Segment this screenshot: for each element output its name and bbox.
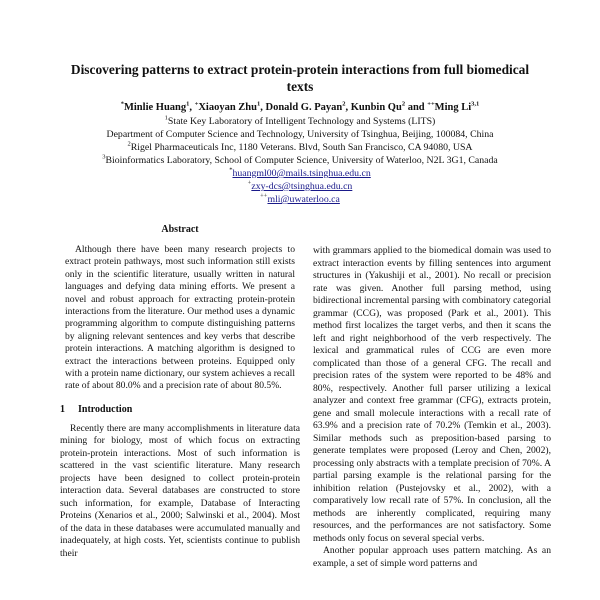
author: +Xiaoyan Zhu$^1$ (194, 100, 261, 113)
section-heading: 1 Introduction (60, 403, 133, 415)
paper-title: Discovering patterns to extract protein-protein interactions from full biomedical texts (70, 62, 530, 94)
left-column (60, 224, 300, 560)
body-paragraph: with grammars applied to the biomedical domain was used to extract interaction events by filling sentences into argument structures in (Yakushiji et al., 2001). No recall or precision rate was given. Another full parsing method, using bidirectional incremental parsing with combinatory categorial grammar (CCG), was proposed (Park et al., 2001). This method first localizes the target verbs, and then it scans the left and right neighborhood of the verb respectively. The lexical and grammatical rules of CCG are even more complicated than those of a general CFG. The recall and precision rates of the system were reported to be 48% and 80%, respectively. Another full parser utilizing a lexical analyzer and context free grammar (CFG), extracts protein, gene and small molecule interactions with a recall rate of 63.9% and a precision rate of 70.2% (Temkin et al., 2003). Similar methods such as preposition-based parsing to generate templates were proposed (Leroy and Chen, 2002), processing only abstracts with a template precision of 70%. A partial parsing example is the relational parsing for the inhibition relation (Pustejovsky et al., 2002), with a comparatively low recall rate of 57%. In conclusion, all the methods are inherently complicated, requiring many resources, and the performances are not satisfactory. Some methods only focus on several special verbs. (313, 245, 551, 544)
email-line: *huangml00@mails.tsinghua.edu.cn (229, 166, 371, 179)
affiliation: $^1$State Key Laboratory of Intelligent Technology and Systems (LITS) (164, 114, 436, 127)
author: Donald G. Payan$^2$ (265, 100, 346, 113)
author: *Minlie Huang$^1$ (120, 100, 190, 113)
email-line: +zxy-dcs@tsinghua.edu.cn (247, 179, 353, 192)
body-paragraph: Another popular approach uses pattern matching. As an example, a set of simple word patterns and (313, 545, 551, 569)
abstract-text: Although there have been many research projects to extract protein pathways, most such information still exists only in the scientific literature, usually written in natural languages and defying data mining efforts. We present a novel and robust approach for extracting protein-protein interactions from the literature. Our method uses a dynamic programming algorithm to compute distinguishing patterns by aligning relevant sentences and key verbs that describe protein interactions. A matching algorithm is designed to extract the interactions between proteins. Equipped only with a protein name dictionary, our system achieves a recall rate of about 80.0% and a precision rate of about 80.5%. (65, 244, 295, 392)
abstract-heading: Abstract (161, 224, 199, 235)
email-link[interactable]: huangml00@mails.tsinghua.edu.cn (232, 168, 371, 179)
affiliation: Department of Computer Science and Technology, University of Tsinghua, Beijing, 100084, China (106, 129, 494, 140)
right-column (313, 245, 551, 570)
email-line: ++mli@uwaterloo.ca (260, 192, 340, 205)
author-list: *Minlie Huang$^1$, +Xiaoyan Zhu$^1$, Donald G. Payan$^2$, Kunbin Qu$^2$ and ++Ming Li$^{3,1}$ (120, 100, 480, 113)
author: ++Ming Li$^{3,1}$ (427, 100, 480, 113)
email-link[interactable]: zxy-dcs@tsinghua.edu.cn (251, 181, 353, 192)
email-link[interactable]: mli@uwaterloo.ca (267, 194, 340, 205)
affiliation: $^3$Bioinformatics Laboratory, School of Computer Science, University of Waterloo, N2L 3G1, Canada (102, 153, 498, 166)
affiliation: $^2$Rigel Pharmaceuticals Inc, 1180 Veterans. Blvd, South San Francisco, CA 94080, USA (127, 140, 473, 153)
intro-paragraph: Recently there are many accomplishments in literature data mining for biology, most of which focus on extracting protein-protein interactions. Most of such information is scattered in the vast scientific literature. Many research projects have been designed to collect protein-protein interaction data. Several databases are constructed to store such information, for example, Database of Interacting Proteins (Xenarios et al., 2000; Salwinski et al., 2004). Most of the data in these databases were accumulated manually and inadequately, at high costs. Yet, scientists continue to publish their (60, 422, 300, 559)
author: Kunbin Qu$^2$ (350, 100, 406, 113)
